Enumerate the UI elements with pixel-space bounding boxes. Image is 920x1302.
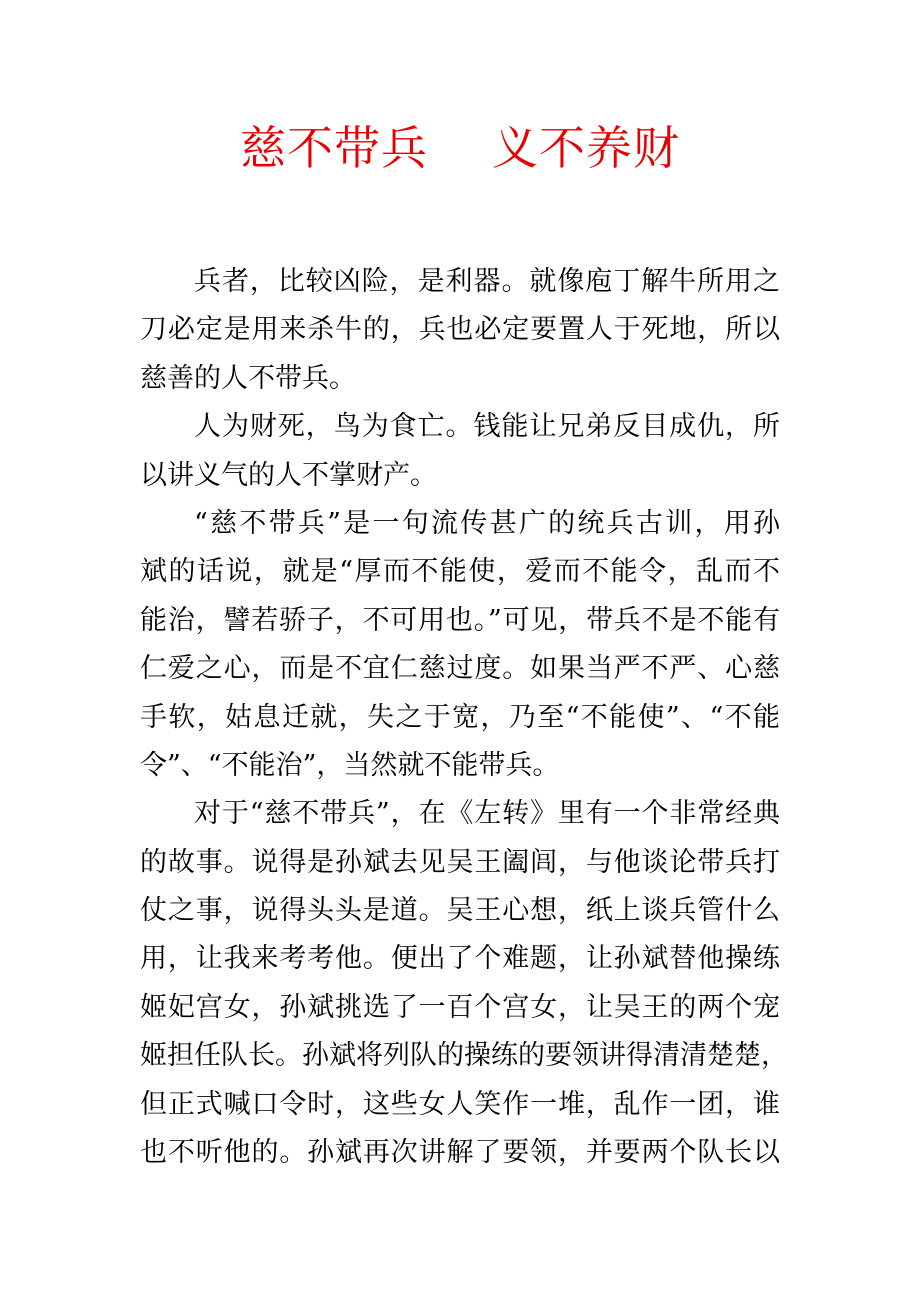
text-line: 兵者，比较凶险，是利器。就像庖丁解牛所用之 (194, 266, 780, 297)
text-line: 以讲义气的人不掌财产。 (140, 459, 437, 491)
text-line: 但正式喊口令时，这些女人笑作一堆，乱作一团，谁 (140, 1088, 780, 1120)
document-title (0, 118, 920, 178)
text-line: 慈善的人不带兵。 (140, 362, 356, 394)
text-line: 姬担任队长。孙斌将列队的操练的要领讲得清清楚楚， (140, 1040, 788, 1072)
text-line: 仗之事，说得头头是道。吴王心想，纸上谈兵管什么 (140, 895, 780, 927)
text-line: 用，让我来考考他。便出了个难题，让孙斌替他操练 (140, 943, 780, 975)
text-line: 也不听他的。孙斌再次讲解了要领，并要两个队长以 (140, 1137, 780, 1169)
document-body (140, 258, 788, 1177)
text-line: 对于“慈不带兵”，在《左转》里有一个非常经典 (194, 798, 780, 830)
text-line: 手软，姑息迁就，失之于宽，乃至“不能使”、“不能 (140, 701, 780, 733)
text-line: 人为财死，鸟为食亡。钱能让兄弟反目成仇，所 (194, 411, 780, 443)
text-line: 能治，譬若骄子，不可用也。”可见，带兵不是不能有 (140, 604, 780, 636)
text-line: 的故事。说得是孙斌去见吴王阖闾，与他谈论带兵打 (140, 846, 780, 878)
title-part-1: 慈不带兵 (240, 121, 428, 175)
text-line: 姬妃宫女，孙斌挑选了一百个宫女，让吴王的两个宠 (140, 991, 780, 1023)
text-line: 斌的话说，就是“厚而不能使，爱而不能令，乱而不 (140, 556, 780, 588)
text-line: “慈不带兵”是一句流传甚广的统兵古训，用孙 (194, 507, 780, 539)
text-line: 令”、“不能治”，当然就不能带兵。 (140, 749, 560, 781)
title-part-2: 义不养财 (492, 121, 680, 175)
text-line: 仁爱之心，而是不宜仁慈过度。如果当严不严、心慈 (140, 653, 780, 685)
text-line: 刀必定是用来杀牛的，兵也必定要置人于死地，所以 (140, 314, 780, 346)
